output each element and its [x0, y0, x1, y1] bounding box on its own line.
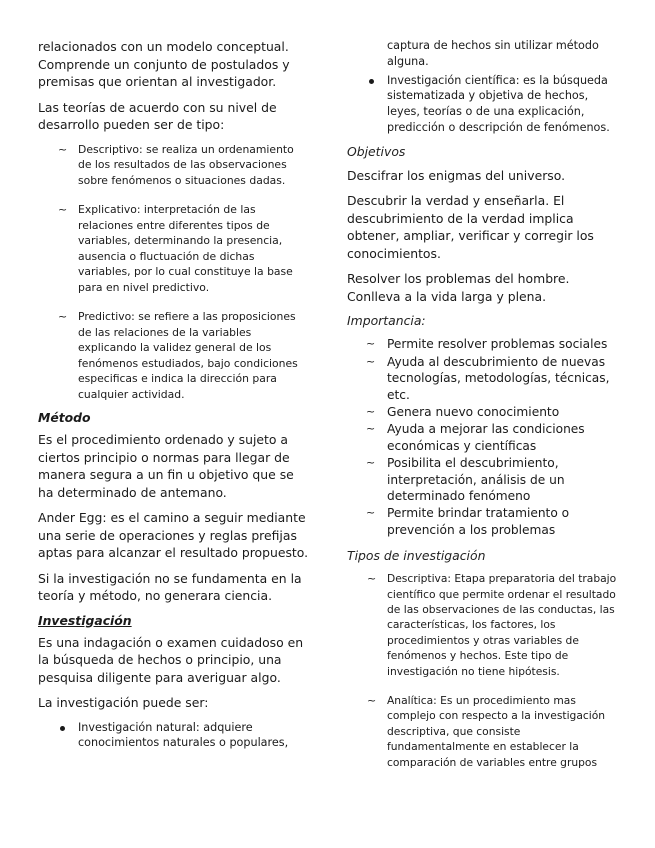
investigation-kinds-list-cont [347, 38, 619, 136]
list-item: ~ Permite brindar tratamiento o prevención a los problemas [347, 505, 619, 538]
objective-paragraph: Descifrar los enigmas del universo. [347, 167, 566, 183]
theory-types-list [38, 142, 310, 403]
objectives-heading: Objetivos [347, 143, 406, 159]
investigation-types-list [347, 571, 619, 770]
importance-heading: Importancia: [347, 313, 426, 329]
method-heading: Método [38, 410, 91, 425]
investigation-kinds-list [38, 720, 310, 752]
list-item: ~ Predictivo: se refiere a las proposiciones de las relaciones de la variables explicando la validez general de los fenómenos estudiados, bajo condiciones especificas e indica la dirección para cualquier actividad. [38, 309, 310, 402]
list-item: ~ Permite resolver problemas sociales [347, 336, 619, 352]
objective-paragraph: Resolver los problemas del hombre. Conlleva a la vida larga y plena. [347, 271, 570, 304]
objective-paragraph: Descubrir la verdad y enseñarla. El descubrimiento de la verdad implica obtener, ampliar, verificar y corregir los conocimientos. [347, 193, 594, 261]
list-item: ~ Genera nuevo conocimiento [347, 404, 619, 420]
list-item: ~ Descriptivo: se realiza un ordenamiento de los resultados de las observaciones sobre fenómenos o situaciones dadas. [38, 142, 310, 189]
investigation-definition: Es una indagación o examen cuidadoso en la búsqueda de hechos o principio, una pesquisa diligente para averiguar algo. [38, 634, 304, 685]
ander-egg-paragraph: Ander Egg: es el camino a seguir mediante una serie de operaciones y reglas prefijas aptas para alcanzar el resultado propuesto. [38, 510, 309, 560]
theories-intro: Las teorías de acuerdo con su nivel de desarrollo pueden ser de tipo: [38, 99, 277, 132]
left-column [38, 38, 310, 759]
importance-list [347, 336, 619, 538]
list-item: ~ Explicativo: interpretación de las relaciones entre diferentes tipos de variables, determinando la presencia, ausencia o fluctuación de dichas variables, por lo cual constituye la base para en nivel predictivo. [38, 202, 310, 295]
list-item: ~ Descriptiva: Etapa preparatoria del trabajo científico que permite ordenar el resultado de las observaciones de las conductas, las características, los factores, los procedimientos y otras variables de fenómenos y hechos. Este tipo de investigación no tiene hipótesis. [347, 571, 619, 679]
list-item: ~ Posibilita el descubrimiento, interpretación, análisis de un determinado fenómeno [347, 455, 619, 504]
can-be-paragraph: La investigación puede ser: [38, 695, 209, 710]
list-item: Investigación natural: adquiere conocimientos naturales o populares, [38, 720, 310, 752]
list-item: Investigación científica: es la búsqueda sistematizada y objetiva de hechos, leyes, teorías o de una explicación, predicción o descripción de fenómenos. [347, 73, 619, 136]
list-item: ~ Ayuda a mejorar las condiciones económicas y científicas [347, 421, 619, 454]
right-column [347, 38, 619, 784]
investigation-heading: Investigación [38, 612, 132, 628]
list-item: captura de hechos sin utilizar método alguna. [387, 39, 599, 68]
types-heading: Tipos de investigación [347, 548, 486, 564]
list-item: ~ Ayuda al descubrimiento de nuevas tecnologías, metodologías, técnicas, etc. [347, 354, 619, 403]
intro-paragraph: relacionados con un modelo conceptual. Comprende un conjunto de postulados y premisas que orientan al investigador. [38, 39, 290, 89]
method-definition: Es el procedimiento ordenado y sujeto a ciertos principio o normas para llegar de manera segura a un fin u objetivo que se ha determinado de antemano. [38, 432, 294, 500]
list-item: ~ Analítica: Es un procedimiento mas complejo con respecto a la investigación descriptiva, que consiste fundamentalmente en establecer la comparación de variables entre grupos [347, 693, 619, 770]
science-note: Si la investigación no se fundamenta en la teoría y método, no generara ciencia. [38, 570, 302, 603]
